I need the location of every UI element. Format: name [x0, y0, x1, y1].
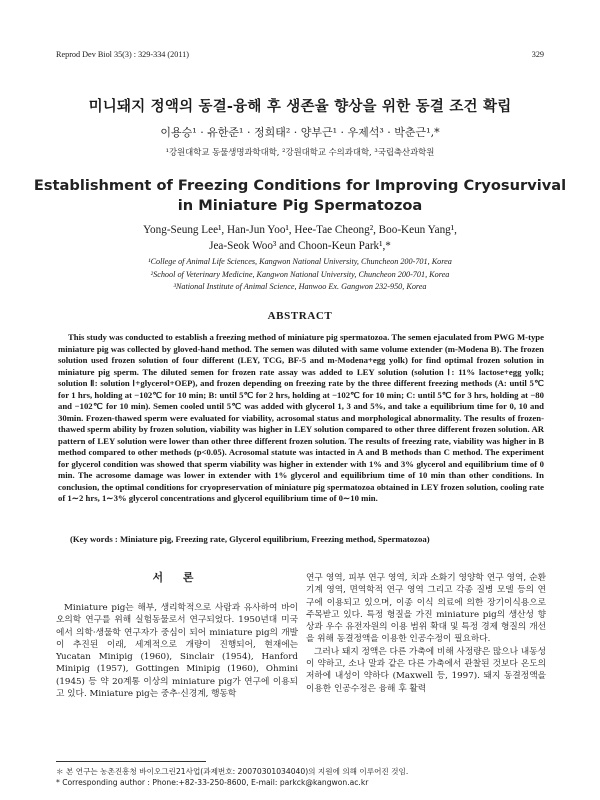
journal-citation: Reprod Dev Biol 35(3) : 329-334 (2011) [56, 50, 189, 59]
english-authors-line-1: Yong-Seung Lee¹, Han-Jun Yoo¹, Hee-Tae Cheong², Boo-Keun Yang¹, [143, 224, 457, 236]
english-authors [0, 222, 600, 254]
english-title [0, 176, 600, 216]
corresponding-author-footnote: * Corresponding author : Phone:+82-33-250-8600, E-mail: parkck@kangwon.ac.kr [56, 778, 369, 787]
korean-affiliations: ¹강원대학교 동물생명과학대학, ²강원대학교 수의과대학, ³국립축산과학원 [165, 147, 435, 157]
keywords: (Key words : Miniature pig, Freezing rate, Glycerol equilibrium, Freezing method, Spermatozoa) [70, 534, 430, 544]
english-title-line-2: in Miniature Pig Spermatozoa [177, 197, 423, 214]
section-heading-introduction: 서 론 [152, 571, 202, 584]
abstract-body: This study was conducted to establish a freezing method of miniature pig spermatozoa. The semen ejaculated from PWG M-type miniature pig was collected by gloved-hand method. The semen was diluted with same volume extender (m-Modena B). The frozen solution used frozen solution of four different (LEY, TCG, BF-5 and m-Modena+egg yolk) for find optimal frozen solution in miniature pig sperm. The diluted semen for frozen rate assay was added to LEY solution (solution Ⅰ: 11% lactose+egg yolk; solution Ⅱ: solution Ⅰ+glycerol+OEP), and frozen depending on freezing rate by the three different freezing methods (A: until 5℃ for 1 hrs, holding at −102℃ for 10 min; B: until 5℃ for 2 hrs, holding at −102℃ for 10 min; C: until 5℃ for 3 hrs, holding at −80 and −102℃ for 10 min). Semen cooled until 5℃ was added with glycerol 1, 3 and 5%, and take a equilibrium time for 0, 10 and 30min. Frozen-thawed sperm were evaluated for viability, acrosomal status and morphological abnormality. The results of frozen-thawed sperm ability by frozen solution, viability was higher in LEY solution compared to other three different frozen solution. AR pattern of LEY solution were lower than other three different frozen solution. The results of freezing rate, viability was higher in B method compared to other methods (p<0.05). Acrosomal statute was intacted in A and B methods than C method. The experiment for glycerol condition was showed that sperm viability was higher in extender with 1% and 3% glycerol and equilibrium time of 0 min. The acrosome damage was lower in extender with 1% glycerol and equilibrium time of 10 min than other conditions. In conclusion, the optimal conditions for cryopreservation of miniature pig spermatozoa obtained in LEY frozen solution, cooling rate of 1∼2 hrs, 1∼3% glycerol concentrations and glycerol equilibrium time of 0∼10 min. [58, 332, 544, 503]
english-authors-line-2: Jea-Seok Woo³ and Choon-Keun Park¹,* [209, 240, 391, 252]
footnote-divider [56, 761, 206, 762]
left-column-paragraph: Miniature pig는 해부, 생리학적으로 사람과 유사하여 바이오의학 연구를 위해 실험동물로서 연구되었다. 1950년대 미국에서 의학·생물학 연구자가 중심이 되어 miniature pig의 개발이 추진된 이래, 세계적으로 개량이 진행되어, 현재에는 Yucatan Minipig (1960), Sinclair (1954), Hanford Minipig (1957), Gottingen Minipig (1960), Ohmini (1945) 등 약 20계통 이상의 miniature pig가 연구에 이용되고 있다. Miniature pig는 중추·신경계, 행동학 [56, 603, 298, 700]
right-column-paragraph-2: 그러나 돼지 정액은 다른 가축에 비해 사정량은 많으나 내동성이 약하고, 소나 말과 같은 다른 가축에서 관찰된 것보다 온도의 저하에 내성이 약하다 (Maxwell 등, 1997). 돼지 동결정액을 이용한 인공수정은 융해 후 활력 [306, 646, 546, 694]
right-column [306, 572, 546, 695]
english-affiliation-3: ³National Institute of Animal Science, Hanwoo Ex. Gangwon 232-950, Korea [173, 282, 427, 291]
korean-title: 미니돼지 정액의 동결-융해 후 생존율 향상을 위한 동결 조건 확립 [88, 99, 512, 115]
abstract-heading: ABSTRACT [267, 310, 333, 322]
right-column-paragraph-1: 연구 영역, 피부 연구 영역, 치과 소화기 영양학 연구 영역, 순환기계 영역, 면역학적 연구 영역 그리고 각종 질병 모델 등의 연구에 이용되고 있으며, 이종 이식 의료에 의한 장기이식용으로 주목받고 있다. 특정 형질을 가진 miniature pig의 생산성 향상과 우수 유전자원의 이용 범위 확대 및 특정 경제 형질의 개선을 위해 동결정액을 이용한 인공수정이 필요하다. [306, 573, 546, 645]
english-title-line-1: Establishment of Freezing Conditions for Improving Cryosurvival [33, 177, 567, 194]
page-number: 329 [531, 50, 544, 59]
running-head [56, 50, 544, 64]
footnotes [56, 766, 546, 788]
english-affiliation-2: ²School of Veterinary Medicine, Kangwon National University, Chuncheon 200-701, Korea [150, 269, 450, 279]
korean-authors: 이용승¹ · 유한준¹ · 정희태² · 양부근¹ · 우제석³ · 박춘근¹,* [160, 126, 440, 139]
english-affiliations [0, 256, 600, 294]
english-affiliation-1: ¹College of Animal Life Sciences, Kangwon National University, Chuncheon 200-701, Korea [148, 257, 452, 266]
funding-footnote: ＊ 본 연구는 농촌진흥청 바이오그린21사업(과제번호: 20070301034040)의 지원에 의해 이루어진 것임. [56, 767, 409, 776]
left-column [56, 602, 298, 700]
